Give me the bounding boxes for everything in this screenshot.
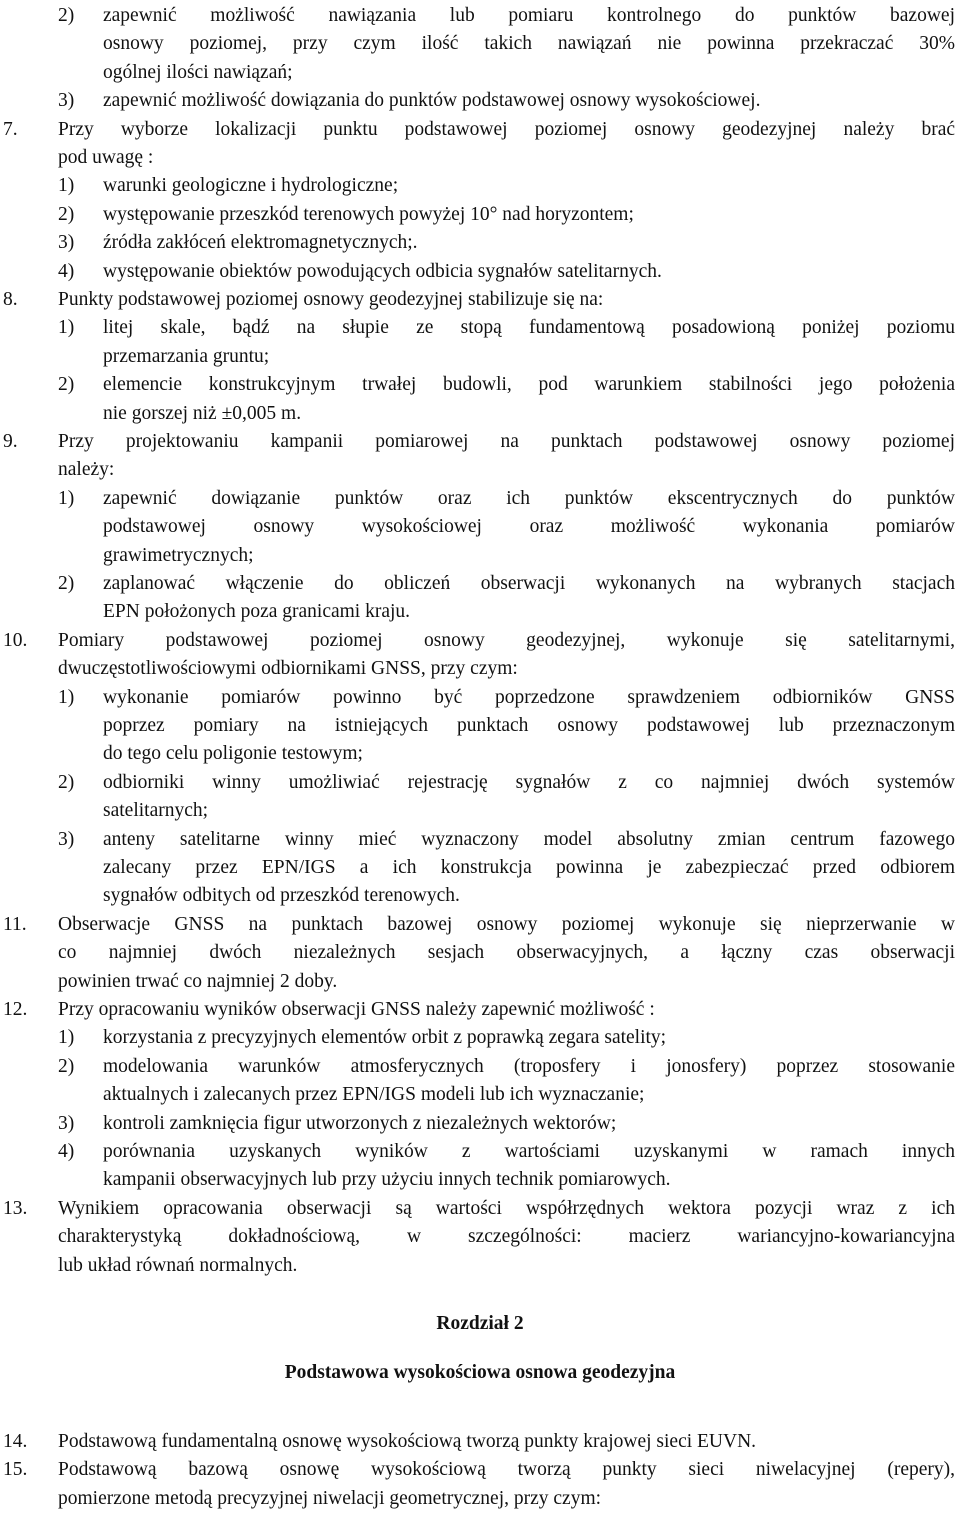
list-item-text: odbiorniki winny umożliwiać rejestrację sygnałów z co najmniej dwóch systemów (103, 771, 955, 793)
list-item-number: 2) (58, 771, 75, 793)
list-item-number: 2) (58, 573, 75, 594)
list-item-text: osnowy poziomej, przy czym ilość takich nawiązań nie powinna przekraczać 30% (103, 33, 955, 55)
list-item-number: 1) (58, 1027, 75, 1049)
list-item-text: poprzez pomiary na istniejących punktach osnowy podstawowej lub przeznaczonym (103, 715, 955, 736)
list-item-text: porównania uzyskanych wyników z wartościami uzyskanymi w ramach innych (103, 1141, 955, 1162)
section-text: Przy projektowaniu kampanii pomiarowej na punktach podstawowej osnowy poziomej (58, 431, 955, 452)
list-item-number: 2) (58, 203, 75, 225)
list-item-number: 1) (58, 686, 75, 708)
list-item-number: 4) (58, 1141, 75, 1162)
section-text: należy: (58, 459, 115, 481)
section-text: Obserwacje GNSS na punktach bazowej osnowy poziomej wykonuje się nieprzerwanie w (58, 913, 955, 935)
list-item-text: kampanii obserwacyjnych lub przy użyciu innych technik pomiarowych. (103, 1169, 671, 1191)
list-item-text: modelowania warunków atmosferycznych (troposfery i jonosfery) poprzez stosowanie (103, 1055, 955, 1077)
section-number: 9. (3, 431, 18, 452)
section-text: Pomiary podstawowej poziomej osnowy geodezyjnej, wykonuje się satelitarnymi, (58, 629, 955, 651)
section-text: Podstawową bazową osnowę wysokościową tworzą punkty sieci niwelacyjnej (repery), (58, 1459, 955, 1481)
list-item-text: zapewnić dowiązanie punktów oraz ich punktów ekscentrycznych do punktów (103, 487, 955, 509)
list-item-text: sygnałów odbitych od przeszkód terenowych. (103, 885, 460, 907)
section-text: lub układ równań normalnych. (58, 1254, 298, 1276)
section-number: 7. (3, 118, 18, 140)
list-item-text: wykonanie pomiarów powinno być poprzedzone sprawdzeniem odbiorników GNSS (103, 686, 955, 708)
section-number: 8. (3, 289, 18, 310)
chapter-title: Rozdział 2 (436, 1313, 524, 1334)
list-item-text: korzystania z precyzyjnych elementów orbit z poprawką zegara satelity; (103, 1027, 667, 1049)
list-item-number: 1) (58, 317, 75, 339)
list-item-text: nie gorszej niż ±0,005 m. (103, 402, 302, 424)
section-number: 11. (3, 913, 27, 935)
list-item-text: występowanie przeszkód terenowych powyżej 10° nad horyzontem; (103, 203, 634, 225)
list-item-text: występowanie obiektów powodujących odbicia sygnałów satelitarnych. (103, 260, 662, 282)
list-item-text: zalecany przez EPN/IGS a ich konstrukcja powinna je zabezpieczać przed odbiorem (103, 857, 955, 878)
list-item-text: kontroli zamknięcia figur utworzonych z niezależnych wektorów; (103, 1112, 617, 1134)
list-item-text: do tego celu poligonie testowym; (103, 743, 363, 765)
list-item-text: anteny satelitarne winny mieć wyznaczony model absolutny zmian centrum fazowego (103, 828, 955, 850)
list-item-text: EPN położonych poza granicami kraju. (103, 601, 411, 623)
list-item-text: zapewnić możliwość dowiązania do punktów podstawowej osnowy wysokościowej. (103, 90, 761, 112)
list-item-text: ogólnej ilości nawiązań; (103, 61, 293, 83)
list-item-text: zaplanować włączenie do obliczeń obserwacji wykonanych na wybranych stacjach (103, 573, 955, 594)
section-text: powinien trwać co najmniej 2 doby. (58, 970, 338, 992)
section-text: Wynikiem opracowania obserwacji są wartości współrzędnych wektora pozycji wraz z ich (58, 1197, 955, 1219)
chapter-subtitle: Podstawowa wysokościowa osnowa geodezyjna (284, 1362, 676, 1383)
list-item-text: warunki geologiczne i hydrologiczne; (103, 175, 399, 197)
list-item-text: grawimetrycznych; (103, 544, 254, 566)
list-item-number: 3) (58, 232, 75, 254)
section-text: pomierzone metodą precyzyjnej niwelacji geometrycznej, przy czym: (58, 1487, 602, 1509)
section-number: 14. (3, 1431, 28, 1452)
list-item-number: 3) (58, 828, 75, 850)
list-item-text: przemarzania gruntu; (103, 345, 270, 367)
list-item-number: 1) (58, 487, 75, 509)
list-item-number: 3) (58, 1112, 75, 1134)
list-item-number: 2) (58, 374, 75, 396)
list-item-text: litej skale, bądź na słupie ze stopą fundamentową posadowioną poniżej poziomu (103, 317, 955, 339)
list-item-number: 1) (58, 175, 75, 197)
section-text: Punkty podstawowej poziomej osnowy geodezyjnej stabilizuje się na: (58, 289, 604, 310)
section-number: 12. (3, 999, 28, 1020)
list-item-text: podstawowej osnowy wysokościowej oraz możliwość wykonania pomiarów (103, 516, 955, 538)
list-item-number: 4) (58, 260, 75, 282)
list-item-text: zapewnić możliwość nawiązania lub pomiaru kontrolnego do punktów bazowej (103, 5, 955, 26)
section-text: co najmniej dwóch niezależnych sesjach obserwacyjnych, a łączny czas obserwacji (58, 942, 955, 964)
section-number: 13. (3, 1197, 28, 1219)
section-text: dwuczęstotliwościowymi odbiornikami GNSS, przy czym: (58, 658, 518, 680)
section-text: Podstawową fundamentalną osnowę wysokościową tworzą punkty krajowej sieci EUVN. (58, 1431, 757, 1452)
list-item-number: 2) (58, 5, 75, 26)
section-text: charakterystyką dokładnościową, w szczególności: macierz wariancyjno-kowariancyjna (58, 1226, 955, 1248)
list-item-text: aktualnych i zalecanych przez EPN/IGS modeli lub ich wyznaczanie; (103, 1084, 645, 1106)
section-text: Przy opracowaniu wyników obserwacji GNSS należy zapewnić możliwość : (58, 999, 655, 1020)
section-text: pod uwagę : (58, 147, 154, 168)
section-text: Przy wyborze lokalizacji punktu podstawowej poziomej osnowy geodezyjnej należy brać (58, 118, 955, 140)
list-item-text: satelitarnych; (103, 800, 209, 822)
section-number: 15. (3, 1459, 28, 1481)
list-item-text: elemencie konstrukcyjnym trwałej budowli, pod warunkiem stabilności jego położenia (103, 374, 955, 396)
section-number: 10. (3, 629, 28, 651)
list-item-number: 3) (58, 90, 75, 112)
list-item-number: 2) (58, 1055, 75, 1077)
list-item-text: źródła zakłóceń elektromagnetycznych;. (103, 232, 418, 254)
